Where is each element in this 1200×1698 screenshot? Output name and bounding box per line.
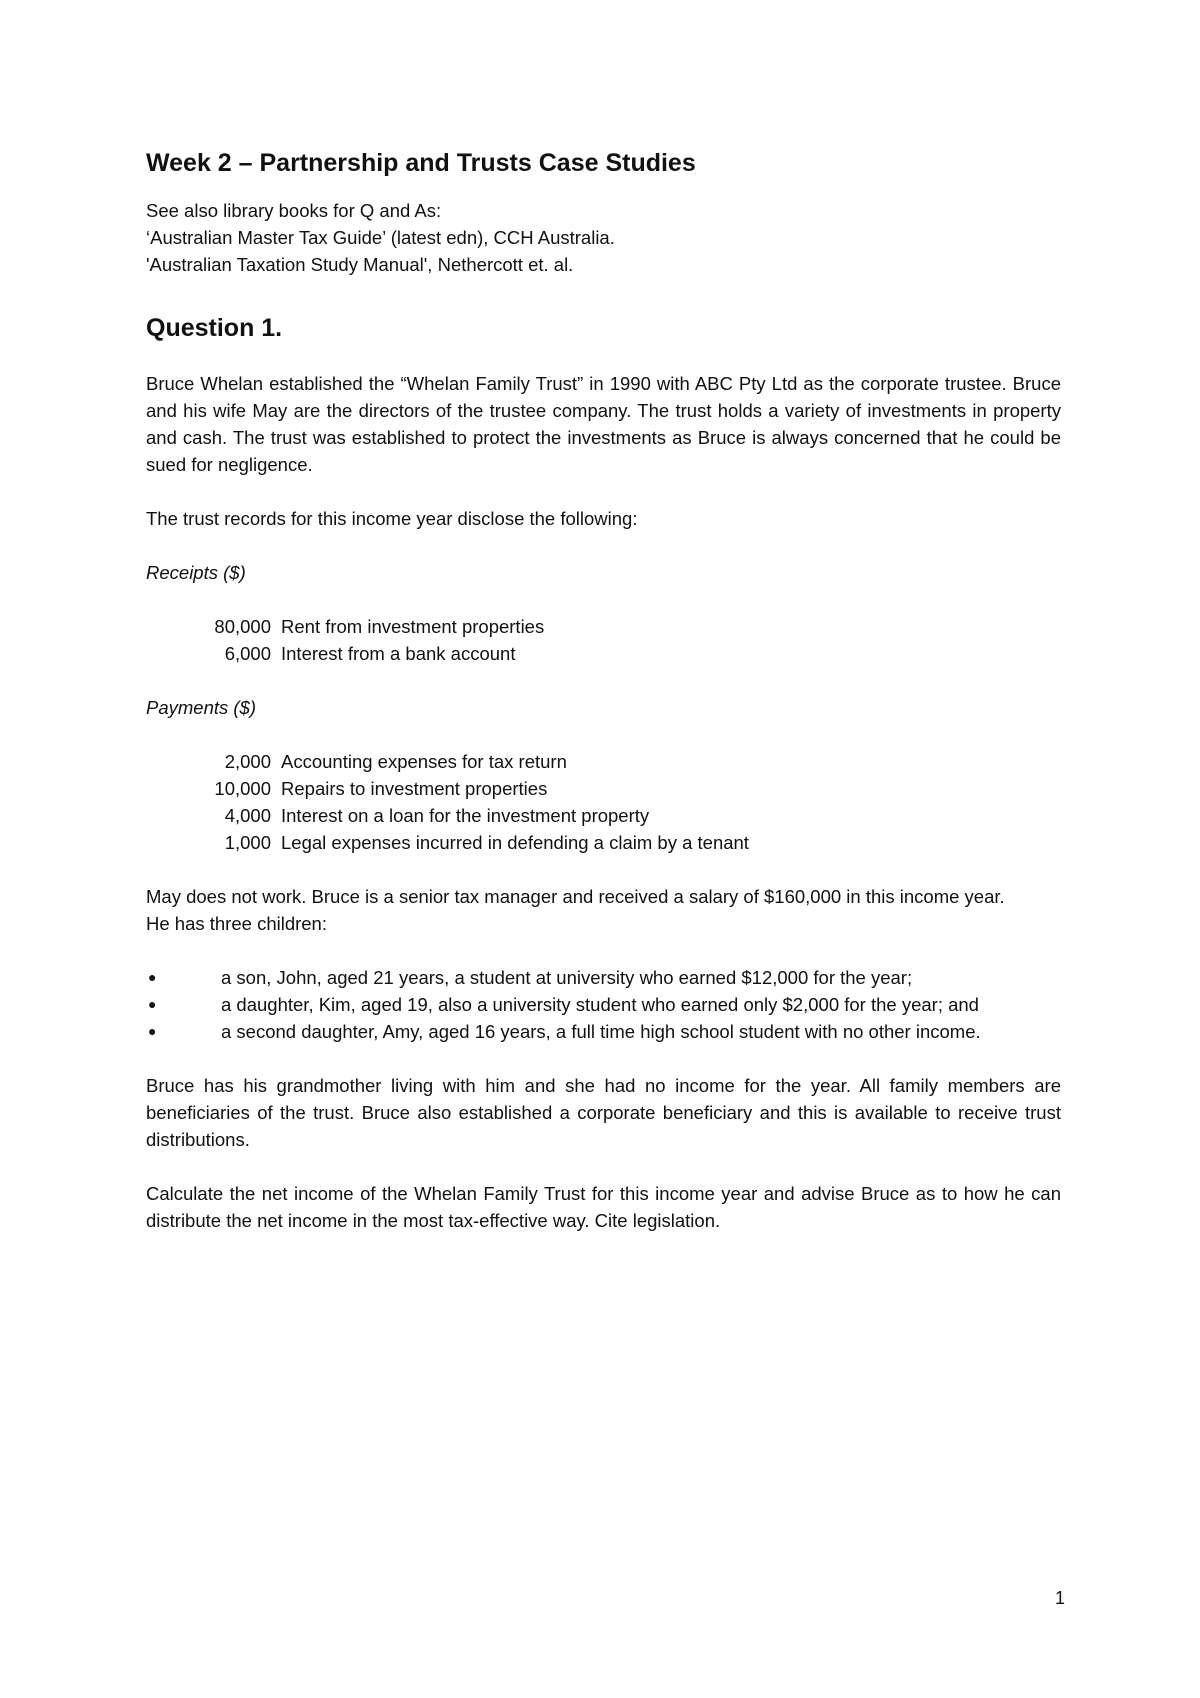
bullet-icon: ●: [148, 996, 157, 1012]
bullet-icon: ●: [148, 1023, 157, 1039]
receipt-amount: 6,000: [224, 643, 271, 664]
payment-description: Legal expenses incurred in defending a claim by a tenant: [281, 832, 749, 853]
receipt-description: Interest from a bank account: [281, 643, 516, 664]
intro-paragraph: Bruce Whelan established the “Whelan Family Trust” in 1990 with ABC Pty Ltd as the corporate trustee. Bruce and his wife May are the directors of the trustee company. The trust holds a variety of investments in property and cash. The trust was established to protect the investments as Bruce is always concerned that he could be sued for negligence.: [146, 373, 1061, 475]
payment-row: [146, 775, 1061, 802]
receipt-row: [146, 640, 1061, 667]
payment-amount: 10,000: [214, 778, 271, 799]
payment-amount: 2,000: [224, 751, 271, 772]
reference-line: ‘Australian Master Tax Guide’ (latest edn), CCH Australia.: [146, 227, 615, 248]
family-paragraph: May does not work. Bruce is a senior tax manager and received a salary of $160,000 in this income year.: [146, 886, 1005, 907]
receipt-amount: 80,000: [214, 616, 271, 637]
payment-row: [146, 748, 1061, 775]
question-heading: Question 1.: [146, 314, 283, 342]
reference-line: 'Australian Taxation Study Manual', Nethercott et. al.: [146, 254, 574, 275]
reference-line: See also library books for Q and As:: [146, 200, 442, 221]
receipts-list: [146, 613, 1061, 667]
receipts-label: Receipts ($): [146, 562, 246, 583]
payment-amount: 1,000: [224, 832, 271, 853]
receipt-description: Rent from investment properties: [281, 616, 545, 637]
child-description: a daughter, Kim, aged 19, also a university student who earned only $2,000 for the year; and: [221, 994, 979, 1015]
children-intro: He has three children:: [146, 913, 327, 934]
payment-description: Repairs to investment properties: [281, 778, 548, 799]
child-description: a son, John, aged 21 years, a student at university who earned $12,000 for the year;: [221, 967, 913, 988]
payment-description: Interest on a loan for the investment property: [281, 805, 650, 826]
payments-label: Payments ($): [146, 697, 257, 718]
payment-amount: 4,000: [224, 805, 271, 826]
list-item: [146, 1018, 1061, 1045]
receipt-row: [146, 613, 1061, 640]
task-paragraph: Calculate the net income of the Whelan Family Trust for this income year and advise Bruce as to how he can distribute the net income in the most tax-effective way. Cite legislation.: [146, 1183, 1061, 1231]
page-number: 1: [1054, 1588, 1065, 1608]
children-list: [146, 964, 1061, 1045]
list-item: [146, 964, 1061, 991]
records-intro: The trust records for this income year disclose the following:: [146, 508, 638, 529]
payment-row: [146, 829, 1061, 856]
child-description: a second daughter, Amy, aged 16 years, a full time high school student with no other income.: [221, 1021, 981, 1042]
list-item: [146, 991, 1061, 1018]
payments-list: [146, 748, 1061, 856]
document-title: Week 2 – Partnership and Trusts Case Studies: [146, 149, 696, 177]
payment-description: Accounting expenses for tax return: [281, 751, 567, 772]
payment-row: [146, 802, 1061, 829]
bullet-icon: ●: [148, 969, 157, 985]
page-content: [146, 147, 1061, 1261]
grandmother-paragraph: Bruce has his grandmother living with him and she had no income for the year. All family members are beneficiaries of the trust. Bruce also established a corporate beneficiary and this is available to receive trust distributions.: [146, 1075, 1061, 1150]
